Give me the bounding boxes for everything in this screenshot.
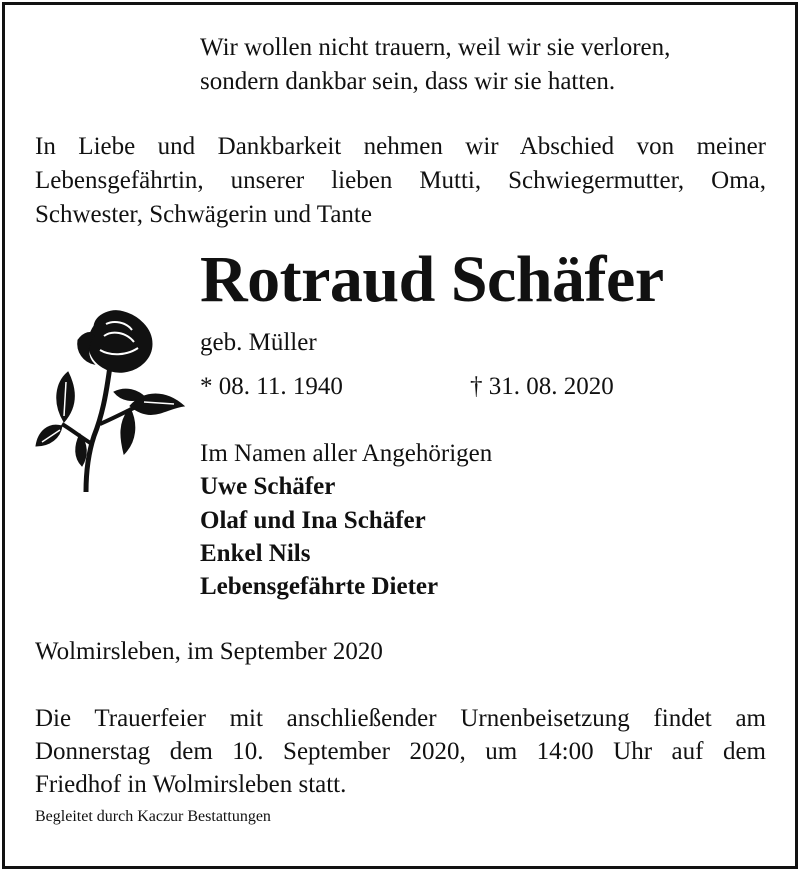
mourner-name: Olaf und Ina Schäfer — [200, 507, 426, 534]
birth-date: * 08. 11. 1940 — [200, 373, 343, 400]
motto-line-2: sondern dankbar sein, dass wir sie hatten. — [200, 68, 616, 95]
undertaker-note: Begleitet durch Kaczur Bestattungen — [35, 808, 271, 825]
mourner-name: Enkel Nils — [200, 540, 311, 567]
funeral-line-2: Donnerstag dem 10. September 2020, um 14:00 Uhr auf dem — [35, 738, 766, 765]
funeral-line-3: Friedhof in Wolmirsleben statt. — [35, 771, 347, 798]
intro-line-2: Lebensgefährtin, unserer lieben Mutti, Schwiegermutter, Oma, — [35, 167, 766, 194]
funeral-info — [35, 702, 766, 801]
place-date: Wolmirsleben, im September 2020 — [35, 638, 383, 665]
birth-name: geb. Müller — [200, 329, 317, 356]
funeral-line-1: Die Trauerfeier mit anschließender Urnenbeisetzung findet am — [35, 705, 766, 732]
mourner-name: Lebensgefährte Dieter — [200, 573, 439, 600]
death-date: † 31. 08. 2020 — [470, 373, 614, 400]
intro-text — [35, 130, 766, 232]
mourners-intro: Im Namen aller Angehörigen — [200, 440, 493, 467]
rose-icon — [34, 306, 186, 494]
intro-line-1: In Liebe und Dankbarkeit nehmen wir Abschied von meiner — [35, 133, 766, 160]
mourner-name: Uwe Schäfer — [200, 473, 336, 500]
motto-line-1: Wir wollen nicht trauern, weil wir sie verloren, — [200, 34, 671, 61]
intro-line-3: Schwester, Schwägerin und Tante — [35, 201, 372, 228]
deceased-name: Rotraud Schäfer — [200, 243, 664, 316]
